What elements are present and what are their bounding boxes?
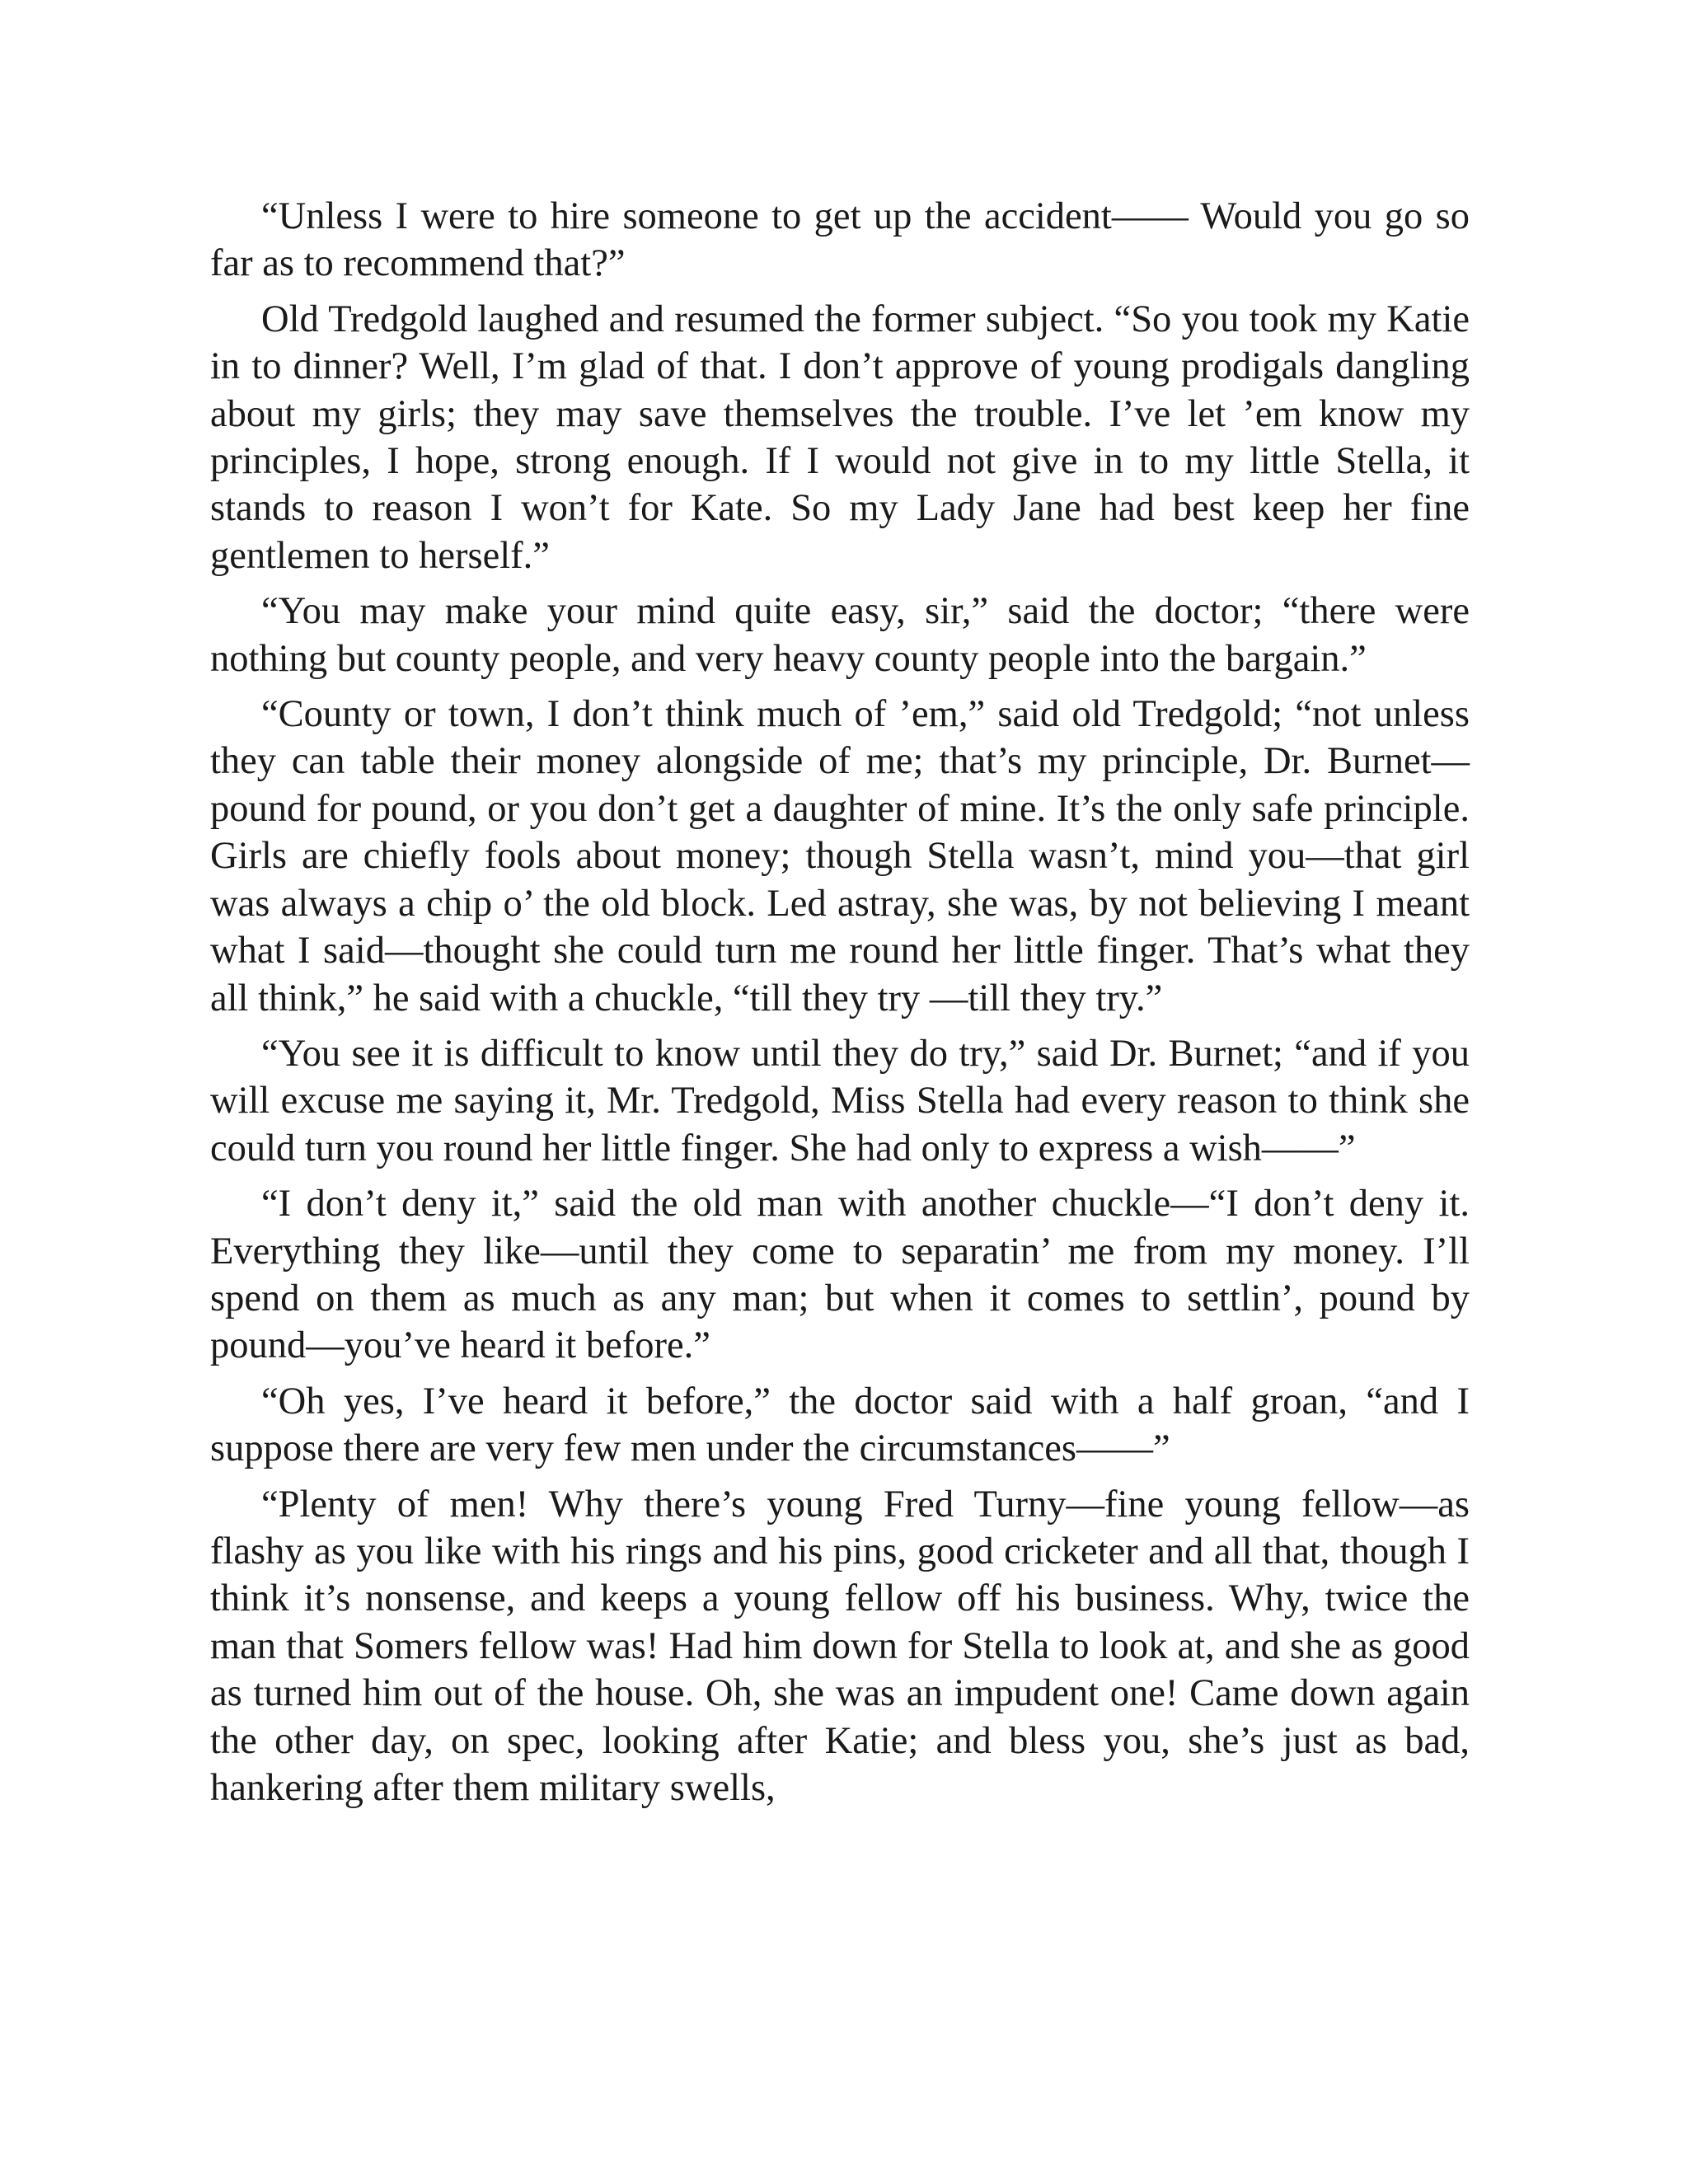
paragraph-1: “Unless I were to hire someone to get up the accident—— Would you go so far as to recommend that?”	[210, 195, 1470, 285]
paragraph-4: “County or town, I don’t think much of ’em,” said old Tredgold; “not unless they can table their money alongside of me; that’s my principle, Dr. Burnet—pound for pound, or you don’t get a daughter of mine. It’s the only safe principle. Girls are chiefly fools about money; though Stella wasn’t, mind you—that girl was always a chip o’ the old block. Led astray, she was, by not believing I meant what I said—thought she could turn me round her little finger. That’s what they all think,” he said with a chuckle, “till they try —till they try.”	[210, 693, 1470, 1019]
paragraph-3: “You may make your mind quite easy, sir,” said the doctor; “there were nothing but county people, and very heavy county people into the bargain.”	[210, 590, 1470, 680]
paragraph-7: “Oh yes, I’ve heard it before,” the doctor said with a half groan, “and I suppose there are very few men under the circumstances——”	[210, 1380, 1470, 1470]
page-text	[210, 193, 1470, 1820]
paragraph-5: “You see it is difficult to know until they do try,” said Dr. Burnet; “and if you will excuse me saying it, Mr. Tredgold, Miss Stella had every reason to think she could turn you round her little finger. She had only to express a wish——”	[210, 1032, 1470, 1169]
paragraph-2: Old Tredgold laughed and resumed the former subject. “So you took my Katie in to dinner? Well, I’m glad of that. I don’t approve of young prodigals dangling about my girls; they may save themselves the trouble. I’ve let ’em know my principles, I hope, strong enough. If I would not give in to my little Stella, it stands to reason I won’t for Kate. So my Lady Jane had best keep her fine gentlemen to herself.”	[210, 298, 1470, 577]
paragraph-6: “I don’t deny it,” said the old man with another chuckle—“I don’t deny it. Everything they like—until they come to separatin’ me from my money. I’ll spend on them as much as any man; but when it comes to settlin’, pound by pound—you’ve heard it before.”	[210, 1183, 1470, 1367]
paragraph-8: “Plenty of men! Why there’s young Fred Turny—fine young fellow—as flashy as you like with his rings and his pins, good cricketer and all that, though I think it’s nonsense, and keeps a young fellow off his business. Why, twice the man that Somers fellow was! Had him down for Stella to look at, and she as good as turned him out of the house. Oh, she was an impudent one! Came down again the other day, on spec, looking after Katie; and bless you, she’s just as bad, hankering after them military swells,	[210, 1483, 1470, 1809]
